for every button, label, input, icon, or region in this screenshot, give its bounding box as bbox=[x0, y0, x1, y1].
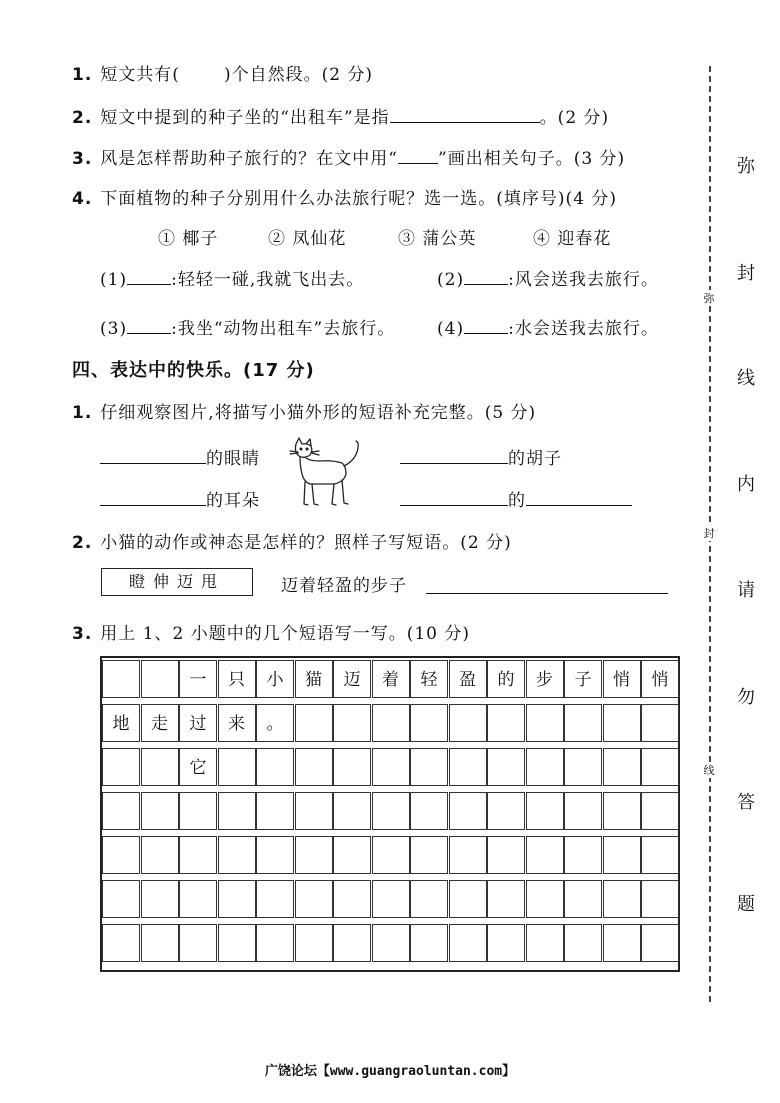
grid-cell[interactable] bbox=[141, 748, 179, 786]
grid-cell[interactable]: 迈 bbox=[333, 660, 371, 698]
grid-cell[interactable]: 。 bbox=[256, 704, 294, 742]
question-number: 3. bbox=[72, 624, 93, 644]
grid-cell[interactable] bbox=[256, 880, 294, 918]
grid-cell[interactable]: 一 bbox=[179, 660, 217, 698]
grid-cell[interactable] bbox=[333, 792, 371, 830]
grid-cell[interactable] bbox=[449, 880, 487, 918]
grid-row bbox=[102, 660, 678, 698]
grid-cell[interactable] bbox=[141, 924, 179, 962]
margin-warning-char: 内 bbox=[737, 474, 755, 495]
grid-cell[interactable] bbox=[564, 748, 602, 786]
grid-cell[interactable] bbox=[141, 836, 179, 874]
grid-cell[interactable] bbox=[141, 792, 179, 830]
answer-blank[interactable] bbox=[100, 491, 206, 506]
grid-cell[interactable]: 悄 bbox=[641, 660, 679, 698]
question-2: 2. 短文中提到的种子坐的“出租车”是指 。(2 分) bbox=[72, 108, 610, 128]
grid-row bbox=[102, 836, 678, 874]
grid-cell[interactable]: 子 bbox=[564, 660, 602, 698]
grid-cell[interactable] bbox=[603, 836, 641, 874]
grid-cell[interactable] bbox=[487, 792, 525, 830]
grid-cell[interactable] bbox=[603, 880, 641, 918]
grid-cell[interactable]: 只 bbox=[218, 660, 256, 698]
grid-cell[interactable] bbox=[295, 924, 333, 962]
grid-cell[interactable] bbox=[372, 836, 410, 874]
grid-cell[interactable] bbox=[449, 924, 487, 962]
grid-cell[interactable] bbox=[179, 792, 217, 830]
grid-row bbox=[102, 748, 678, 786]
grid-cell[interactable] bbox=[179, 924, 217, 962]
grid-cell[interactable] bbox=[102, 748, 140, 786]
grid-cell[interactable] bbox=[218, 748, 256, 786]
grid-cell[interactable] bbox=[641, 704, 679, 742]
cat-illustration bbox=[286, 436, 366, 512]
grid-cell[interactable] bbox=[333, 924, 371, 962]
binding-label: 线 bbox=[700, 762, 718, 778]
grid-cell[interactable] bbox=[333, 704, 371, 742]
grid-cell[interactable] bbox=[102, 880, 140, 918]
grid-cell[interactable] bbox=[603, 792, 641, 830]
option-4: ④ 迎春花 bbox=[533, 229, 612, 249]
question-number: 3. bbox=[72, 149, 93, 169]
grid-cell[interactable]: 步 bbox=[526, 660, 564, 698]
grid-cell[interactable]: 轻 bbox=[410, 660, 448, 698]
answer-line[interactable] bbox=[426, 593, 668, 594]
grid-cell[interactable] bbox=[295, 704, 333, 742]
margin-warning-char: 答 bbox=[737, 792, 755, 813]
grid-cell[interactable] bbox=[526, 704, 564, 742]
question-number: 1. bbox=[72, 403, 93, 423]
grid-cell[interactable] bbox=[141, 880, 179, 918]
grid-cell[interactable] bbox=[410, 880, 448, 918]
grid-cell[interactable] bbox=[449, 792, 487, 830]
grid-cell[interactable] bbox=[372, 748, 410, 786]
binding-label: 封 bbox=[700, 525, 718, 541]
p4-question-1: 1. 仔细观察图片,将描写小猫外形的短语补充完整。(5 分) bbox=[72, 403, 537, 423]
grid-cell[interactable] bbox=[487, 704, 525, 742]
question-number: 2. bbox=[72, 533, 93, 553]
grid-cell[interactable] bbox=[256, 748, 294, 786]
question-1: 1. 短文共有( )个自然段。(2 分) bbox=[72, 65, 374, 85]
grid-cell[interactable] bbox=[526, 924, 564, 962]
grid-cell[interactable] bbox=[410, 836, 448, 874]
fill-item-4: (4) :水会送我去旅行。 bbox=[437, 319, 659, 339]
answer-blank[interactable] bbox=[464, 319, 508, 334]
grid-cell[interactable] bbox=[449, 748, 487, 786]
answer-blank[interactable] bbox=[526, 491, 632, 506]
grid-cell[interactable] bbox=[564, 792, 602, 830]
line-symbol-blank bbox=[398, 149, 438, 164]
grid-cell[interactable] bbox=[564, 880, 602, 918]
grid-cell[interactable]: 小 bbox=[256, 660, 294, 698]
grid-cell[interactable]: 悄 bbox=[603, 660, 641, 698]
grid-cell[interactable] bbox=[641, 748, 679, 786]
grid-cell[interactable] bbox=[218, 836, 256, 874]
grid-cell[interactable] bbox=[179, 880, 217, 918]
grid-cell[interactable]: 着 bbox=[372, 660, 410, 698]
question-number: 2. bbox=[72, 108, 93, 128]
answer-blank[interactable] bbox=[127, 270, 171, 285]
grid-cell[interactable] bbox=[295, 880, 333, 918]
phrase-custom: 的 bbox=[400, 486, 632, 511]
p4-question-2: 2. 小猫的动作或神态是怎样的？照样子写短语。(2 分) bbox=[72, 533, 512, 553]
grid-cell[interactable] bbox=[102, 924, 140, 962]
grid-cell[interactable] bbox=[372, 880, 410, 918]
grid-cell[interactable] bbox=[603, 748, 641, 786]
option-3: ③ 蒲公英 bbox=[398, 229, 477, 249]
grid-cell[interactable] bbox=[449, 704, 487, 742]
grid-cell[interactable]: 过 bbox=[179, 704, 217, 742]
grid-cell[interactable] bbox=[487, 924, 525, 962]
grid-cell[interactable] bbox=[641, 924, 679, 962]
phrase-whiskers: 的胡子 bbox=[400, 444, 562, 469]
grid-cell[interactable]: 盈 bbox=[449, 660, 487, 698]
grid-row bbox=[102, 792, 678, 830]
footer-watermark: 广饶论坛【www.guangraoluntan.com】 bbox=[264, 1064, 516, 1079]
grid-cell[interactable] bbox=[102, 836, 140, 874]
question-4: 4. 下面植物的种子分别用什么办法旅行呢？选一选。(填序号)(4 分) bbox=[72, 189, 618, 209]
writing-grid bbox=[100, 656, 680, 972]
margin-warning-char: 题 bbox=[737, 894, 755, 915]
grid-cell[interactable] bbox=[372, 704, 410, 742]
grid-cell[interactable] bbox=[487, 748, 525, 786]
grid-cell[interactable] bbox=[641, 880, 679, 918]
question-number: 4. bbox=[72, 189, 93, 209]
grid-cell[interactable] bbox=[333, 836, 371, 874]
margin-warning-char: 请 bbox=[737, 580, 755, 601]
grid-cell[interactable] bbox=[256, 836, 294, 874]
grid-cell[interactable] bbox=[526, 792, 564, 830]
grid-cell[interactable] bbox=[102, 792, 140, 830]
answer-blank[interactable] bbox=[100, 449, 206, 464]
grid-cell[interactable] bbox=[603, 924, 641, 962]
answer-blank[interactable] bbox=[127, 319, 171, 334]
grid-cell[interactable] bbox=[372, 792, 410, 830]
grid-cell[interactable] bbox=[179, 836, 217, 874]
grid-cell[interactable] bbox=[526, 748, 564, 786]
margin-warning-char: 弥 bbox=[737, 156, 755, 177]
grid-cell[interactable]: 它 bbox=[179, 748, 217, 786]
grid-cell[interactable] bbox=[218, 792, 256, 830]
grid-cell[interactable] bbox=[449, 836, 487, 874]
fill-item-2: (2) :风会送我去旅行。 bbox=[437, 270, 659, 290]
margin-warning-char: 勿 bbox=[737, 687, 755, 708]
grid-cell[interactable] bbox=[295, 748, 333, 786]
grid-cell[interactable] bbox=[641, 792, 679, 830]
fill-item-1: (1) :轻轻一碰,我就飞出去。 bbox=[100, 270, 365, 290]
phrase-ears: 的耳朵 bbox=[100, 486, 260, 511]
verb-word-box: 瞪伸迈甩 bbox=[101, 568, 253, 596]
grid-cell[interactable]: 的 bbox=[487, 660, 525, 698]
answer-blank[interactable] bbox=[390, 108, 540, 123]
grid-row bbox=[102, 704, 678, 742]
grid-cell[interactable] bbox=[410, 704, 448, 742]
grid-cell[interactable] bbox=[564, 704, 602, 742]
grid-cell[interactable] bbox=[564, 836, 602, 874]
option-2: ② 凤仙花 bbox=[268, 229, 347, 249]
grid-cell[interactable] bbox=[410, 748, 448, 786]
binding-label: 弥 bbox=[700, 290, 718, 306]
option-1: ① 椰子 bbox=[158, 229, 219, 249]
grid-cell[interactable] bbox=[603, 704, 641, 742]
grid-cell[interactable] bbox=[410, 792, 448, 830]
grid-cell[interactable] bbox=[372, 924, 410, 962]
answer-blank[interactable] bbox=[400, 449, 508, 464]
grid-cell[interactable]: 来 bbox=[218, 704, 256, 742]
grid-cell[interactable] bbox=[218, 924, 256, 962]
grid-cell[interactable] bbox=[526, 836, 564, 874]
question-number: 1. bbox=[72, 65, 93, 85]
grid-cell[interactable] bbox=[141, 660, 179, 698]
grid-cell[interactable] bbox=[218, 880, 256, 918]
grid-cell[interactable] bbox=[487, 880, 525, 918]
grid-cell[interactable]: 走 bbox=[141, 704, 179, 742]
section-heading: 四、表达中的快乐。(17 分) bbox=[72, 360, 315, 381]
grid-cell[interactable] bbox=[295, 836, 333, 874]
grid-cell[interactable] bbox=[564, 924, 602, 962]
grid-cell[interactable] bbox=[410, 924, 448, 962]
grid-cell[interactable] bbox=[333, 748, 371, 786]
margin-warning-char: 线 bbox=[737, 368, 755, 389]
question-3: 3. 风是怎样帮助种子旅行的？在文中用“ ”画出相关句子。(3 分) bbox=[72, 149, 626, 169]
grid-cell[interactable]: 地 bbox=[102, 704, 140, 742]
grid-row bbox=[102, 924, 678, 962]
grid-cell[interactable] bbox=[487, 836, 525, 874]
p4-question-3: 3. 用上 1、2 小题中的几个短语写一写。(10 分) bbox=[72, 624, 471, 644]
example-phrase: 迈着轻盈的步子 bbox=[281, 576, 407, 596]
margin-warning-char: 封 bbox=[737, 263, 755, 284]
answer-blank[interactable] bbox=[400, 491, 508, 506]
grid-cell[interactable] bbox=[333, 880, 371, 918]
grid-cell[interactable] bbox=[526, 880, 564, 918]
grid-cell[interactable]: 猫 bbox=[295, 660, 333, 698]
answer-blank[interactable] bbox=[464, 270, 508, 285]
grid-cell[interactable] bbox=[641, 836, 679, 874]
grid-cell[interactable] bbox=[256, 792, 294, 830]
fill-item-3: (3) :我坐“动物出租车”去旅行。 bbox=[100, 319, 396, 339]
grid-row bbox=[102, 880, 678, 918]
grid-cell[interactable] bbox=[102, 660, 140, 698]
phrase-eyes: 的眼睛 bbox=[100, 444, 260, 469]
grid-cell[interactable] bbox=[295, 792, 333, 830]
grid-cell[interactable] bbox=[256, 924, 294, 962]
